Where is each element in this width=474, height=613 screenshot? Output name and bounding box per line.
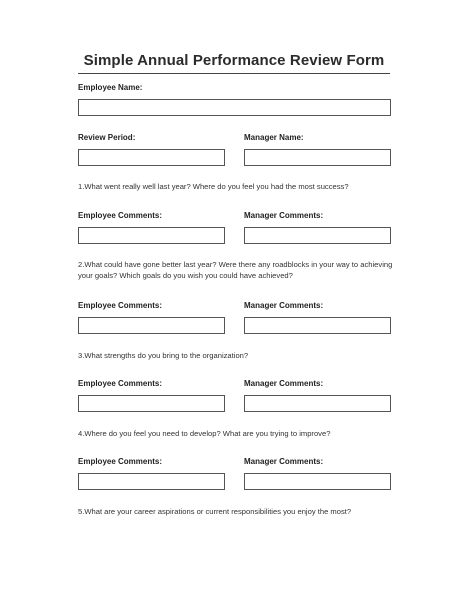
question-3-manager-comments-label: Manager Comments: [244,379,324,388]
employee-name-label: Employee Name: [78,83,143,92]
question-3-text: 3.What strengths do you bring to the organization? [78,351,249,360]
question-2-manager-comments-field[interactable] [244,317,391,334]
question-3-employee-comments-field[interactable] [78,395,225,412]
question-1-employee-comments-field[interactable] [78,227,225,244]
question-1-manager-comments-label: Manager Comments: [244,211,324,220]
manager-name-label: Manager Name: [244,133,304,142]
question-4-text: 4.Where do you feel you need to develop? What are you trying to improve? [78,429,331,438]
title-underline [78,73,390,74]
manager-name-field[interactable] [244,149,391,166]
question-1-text: 1.What went really well last year? Where do you feel you had the most success? [78,182,349,191]
question-4-manager-comments-field[interactable] [244,473,391,490]
question-4-employee-comments-label: Employee Comments: [78,457,163,466]
question-3-manager-comments-field[interactable] [244,395,391,412]
question-1-manager-comments-field[interactable] [244,227,391,244]
question-1-employee-comments-label: Employee Comments: [78,211,163,220]
question-3-employee-comments-label: Employee Comments: [78,379,163,388]
question-2-employee-comments-field[interactable] [78,317,225,334]
review-period-field[interactable] [78,149,225,166]
form-title: Simple Annual Performance Review Form [83,52,385,69]
question-5-text: 5.What are your career aspirations or current responsibilities you enjoy the most? [78,507,352,516]
question-2-manager-comments-label: Manager Comments: [244,301,324,310]
question-4-manager-comments-label: Manager Comments: [244,457,324,466]
question-2-employee-comments-label: Employee Comments: [78,301,163,310]
review-period-label: Review Period: [78,133,136,142]
question-4-employee-comments-field[interactable] [78,473,225,490]
question-2-text: 2.What could have gone better last year? Were there any roadblocks in your way to achieving your goals? Which goals do you wish you could have achieved? [78,260,393,280]
employee-name-field[interactable] [78,99,391,116]
